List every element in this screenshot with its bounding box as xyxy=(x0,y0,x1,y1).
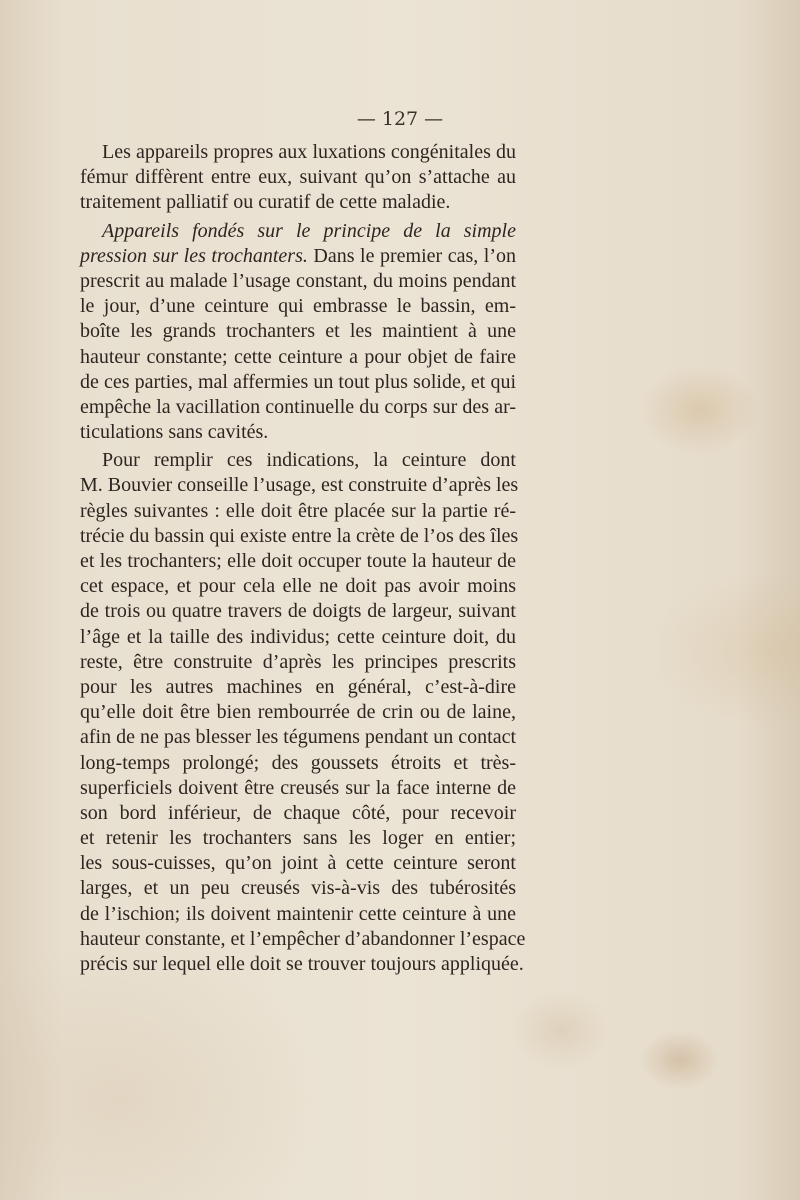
text-line: de ces parties, mal affermies un tout plus solide, et qui xyxy=(80,370,516,393)
text-line: ticulations sans cavités. xyxy=(80,421,269,444)
text-line: prescrit au malade l’usage constant, du moins pendant xyxy=(80,269,516,292)
paragraph-1 xyxy=(80,140,516,216)
text-line: larges, et un peu creusés vis-à-vis des tubérosités xyxy=(80,877,516,900)
section-heading-continued: pression sur les trochanters. xyxy=(80,244,308,267)
page-number: — 127 — xyxy=(356,108,444,130)
text-line: empêche la vacillation continuelle du corps sur des ar- xyxy=(80,395,516,418)
text-line: son bord inférieur, de chaque côté, pour recevoir xyxy=(80,801,516,824)
section-heading: Appareils fondés sur le principe de la simple xyxy=(102,219,516,242)
text-line: hauteur constante; cette ceinture a pour objet de faire xyxy=(80,345,516,368)
text-line: fémur diffèrent entre eux, suivant qu’on s’attache au xyxy=(80,166,516,189)
body-text xyxy=(80,140,526,977)
text-run: Dans le premier cas, l’on xyxy=(307,244,516,267)
text-line: de l’ischion; ils doivent maintenir cette ceinture à une xyxy=(80,902,516,925)
text-line: et les trochanters; elle doit occuper toute la hauteur de xyxy=(80,550,516,572)
text-line: superficiels doivent être creusés sur la face interne de xyxy=(80,776,516,799)
text-line: trécie du bassin qui existe entre la crète de l’os des îles xyxy=(80,524,519,547)
text-line: Pour remplir ces indications, la ceinture dont xyxy=(102,449,516,472)
text-line: Les appareils propres aux luxations congénitales du xyxy=(102,141,516,163)
text-line: précis sur lequel elle doit se trouver toujours appliquée. xyxy=(80,953,524,975)
text-line: cet espace, et pour cela elle ne doit pas avoir moins xyxy=(80,575,516,598)
text-line: hauteur constante, et l’empêcher d’abandonner l’espace xyxy=(80,927,526,950)
text-line: les sous-cuisses, qu’on joint à cette ceinture seront xyxy=(80,852,516,875)
text-line: reste, être construite d’après les principes prescrits xyxy=(80,650,516,673)
paragraph-2 xyxy=(80,219,516,446)
text-line xyxy=(80,244,516,269)
text-line: afin de ne pas blesser les tégumens pendant un contact xyxy=(80,726,516,749)
text-line: M. Bouvier conseille l’usage, est construite d’après les xyxy=(80,474,519,497)
text-line: pour les autres machines en général, c’est-à-dire xyxy=(80,675,516,698)
text-line: long-temps prolongé; des goussets étroits et très- xyxy=(80,751,516,774)
text-line: le jour, d’une ceinture qui embrasse le bassin, em- xyxy=(80,295,516,318)
paragraph-3 xyxy=(80,448,526,977)
text-line: et retenir les trochanters sans les loger en entier; xyxy=(80,827,516,850)
text-line: l’âge et la taille des individus; cette ceinture doit, du xyxy=(80,625,516,648)
text-line: règles suivantes : elle doit être placée sur la partie ré- xyxy=(80,499,516,522)
text-line: qu’elle doit être bien rembourrée de crin ou de laine, xyxy=(80,701,516,724)
text-line: boîte les grands trochanters et les maintient à une xyxy=(80,320,516,343)
text-line: traitement palliatif ou curatif de cette maladie. xyxy=(80,191,451,214)
text-line: de trois ou quatre travers de doigts de largeur, suivant xyxy=(80,600,516,623)
